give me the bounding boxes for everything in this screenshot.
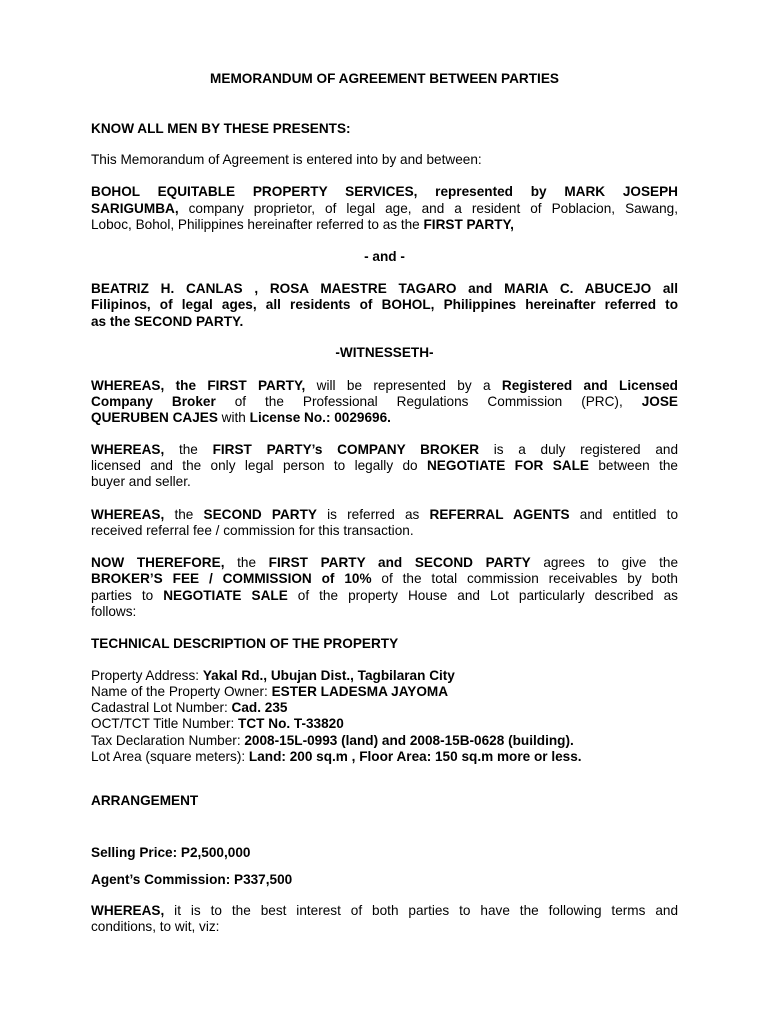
lot-area: Lot Area (square meters): Land: 200 sq.m , Floor Area: 150 sq.m more or less. <box>91 749 582 764</box>
cadastral-lot-number: Cadastral Lot Number: Cad. 235 <box>91 700 288 715</box>
property-owner: Name of the Property Owner: ESTER LADESMA JAYOMA <box>91 684 449 699</box>
intro-paragraph: This Memorandum of Agreement is entered into by and between: <box>91 152 482 167</box>
technical-description-heading: TECHNICAL DESCRIPTION OF THE PROPERTY <box>91 636 399 651</box>
title-number: OCT/TCT Title Number: TCT No. T-33820 <box>91 716 344 731</box>
and-separator: - and - <box>364 249 405 264</box>
tax-declaration-number: Tax Declaration Number: 2008-15L-0993 (land) and 2008-15B-0628 (building). <box>91 733 574 748</box>
know-all-heading: KNOW ALL MEN BY THESE PRESENTS: <box>91 121 351 136</box>
witnesseth-heading: -WITNESSETH- <box>335 345 434 360</box>
property-address: Property Address: Yakal Rd., Ubujan Dist., Tagbilaran City <box>91 668 455 683</box>
selling-price: Selling Price: P2,500,000 <box>91 845 251 860</box>
arrangement-heading: ARRANGEMENT <box>91 793 199 808</box>
agents-commission: Agent’s Commission: P337,500 <box>91 872 293 887</box>
document-title: MEMORANDUM OF AGREEMENT BETWEEN PARTIES <box>210 71 559 86</box>
